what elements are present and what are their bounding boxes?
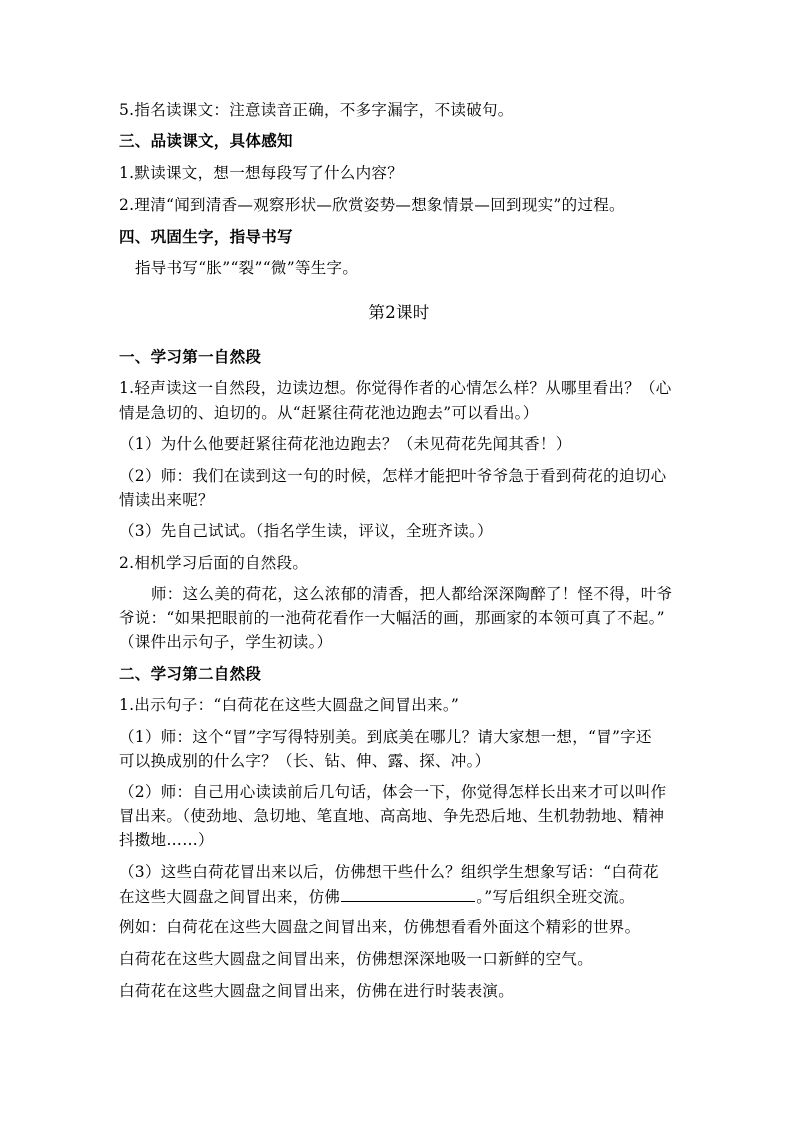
paragraph-line: （3）先自己试试。（指名学生读，评议，全班齐读。） <box>119 522 493 540</box>
paragraph-line: （3）这些白荷花冒出来以后，仿佛想干些什么？组织学生想象写话：“白荷花 <box>119 863 659 881</box>
paragraph-line: 抖擞地……） <box>119 831 214 849</box>
paragraph-line: 1.轻声读这一自然段，边读边想。你觉得作者的心情怎么样？从哪里看出？（心 <box>119 379 672 397</box>
paragraph-line: 2.相机学习后面的自然段。 <box>119 554 309 572</box>
paragraph-line: 师：这么美的荷花，这么浓郁的清香，把人都给深深陶醉了！怪不得，叶爷 <box>151 585 673 603</box>
section-heading: 二、学习第二自然段 <box>119 664 262 683</box>
paragraph-line: （1）师：这个“冒”字写得特别美。到底美在哪儿？请大家想一想，“冒”字还 <box>119 728 652 746</box>
paragraph-line: 1.默读课文，想一想每段写了什么内容？ <box>119 164 403 182</box>
paragraph-line: （2）师：我们在读到这一句的时候，怎样才能把叶爷爷急于看到荷花的迫切心 <box>119 467 667 485</box>
paragraph-line: 例如：白荷花在这些大圆盘之间冒出来，仿佛想看看外面这个精彩的世界。 <box>119 918 641 936</box>
paragraph-line: 冒出来。（使劲地、急切地、笔直地、高高地、争先恐后地、生机勃勃地、精神 <box>119 807 665 825</box>
section-heading: 三、品读课文，具体感知 <box>119 131 293 150</box>
paragraph-line: 白荷花在这些大圆盘之间冒出来，仿佛在进行时装表演。 <box>119 982 515 1000</box>
lesson-title: 第2课时 <box>368 303 430 322</box>
fill-in-sentence-start: 在这些大圆盘之间冒出来，仿佛 <box>119 888 341 906</box>
paragraph-line: （2）师：自己用心读读前后几句话，体会一下，你觉得怎样长出来才可以叫作 <box>119 783 667 801</box>
paragraph-line: 5.指名读课文：注意读音正确，不多字漏字，不读破句。 <box>119 101 514 119</box>
paragraph-line: 2.理清“闻到清香—观察形状—欣赏姿势—想象情景—回到现实”的过程。 <box>119 196 625 214</box>
section-heading: 一、学习第一自然段 <box>119 347 262 366</box>
paragraph-line: 白荷花在这些大圆盘之间冒出来，仿佛想深深地吸一口新鲜的空气。 <box>119 950 594 968</box>
paragraph-line: 情读出来呢？ <box>119 491 214 509</box>
paragraph-line: 情是急切的、迫切的。从“赶紧往荷花池边跑去”可以看出。） <box>119 404 539 422</box>
paragraph-line <box>119 885 679 908</box>
paragraph-line: 可以换成别的什么字？（长、钻、伸、露、探、冲。） <box>119 752 491 770</box>
paragraph-line: 1.出示句子：“白荷花在这些大圆盘之间冒出来。” <box>119 696 460 714</box>
paragraph-line: （课件出示句子，学生初读。） <box>119 633 333 651</box>
fill-in-sentence-end: 。”写后组织全班交流。 <box>476 888 635 906</box>
paragraph-line: 爷说：“如果把眼前的一池荷花看作一大幅活的画，那画家的本领可真了不起。” <box>119 609 665 627</box>
fill-in-blank <box>341 885 475 902</box>
paragraph-line: 指导书写“胀”“裂”“微”等生字。 <box>135 259 359 277</box>
section-heading: 四、巩固生字，指导书写 <box>119 227 293 246</box>
paragraph-line: （1）为什么他要赶紧往荷花池边跑去？（未见荷花先闻其香！） <box>119 435 572 453</box>
